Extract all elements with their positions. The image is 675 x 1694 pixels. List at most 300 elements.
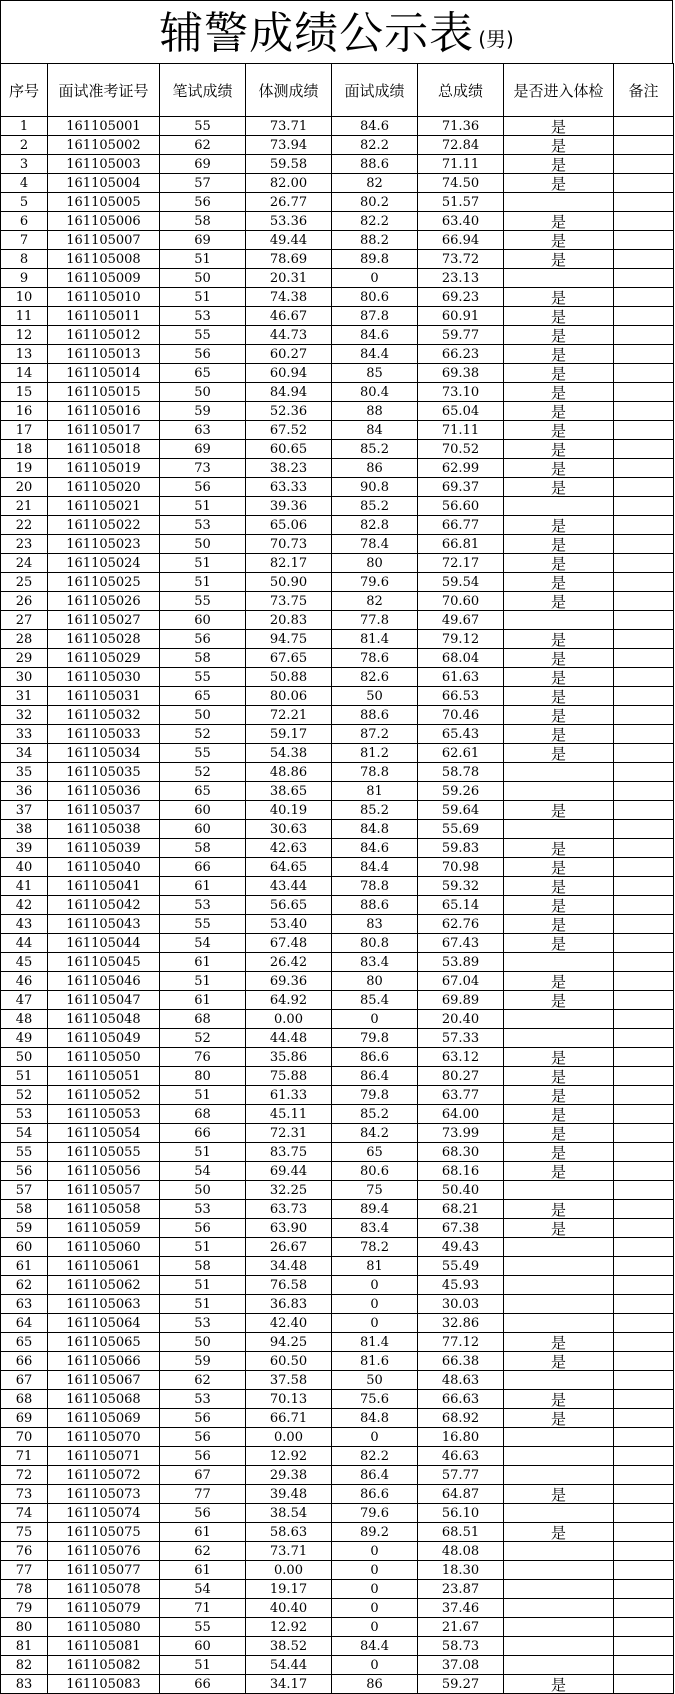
cell-total-score: 69.37 xyxy=(418,478,504,497)
cell-total-score: 66.81 xyxy=(418,535,504,554)
table-row xyxy=(1,402,674,421)
cell-written-score: 55 xyxy=(160,744,246,763)
cell-index: 79 xyxy=(1,1599,48,1618)
cell-fitness-score: 63.73 xyxy=(246,1200,332,1219)
cell-fitness-score: 44.73 xyxy=(246,326,332,345)
cell-medical-exam: 是 xyxy=(504,1143,614,1162)
cell-interview-score: 85.2 xyxy=(332,801,418,820)
cell-index: 82 xyxy=(1,1656,48,1675)
cell-index: 70 xyxy=(1,1428,48,1447)
cell-index: 9 xyxy=(1,269,48,288)
cell-ticket-number: 161105029 xyxy=(48,649,160,668)
cell-written-score: 61 xyxy=(160,953,246,972)
cell-fitness-score: 72.31 xyxy=(246,1124,332,1143)
cell-remarks xyxy=(614,1200,674,1219)
cell-written-score: 56 xyxy=(160,1219,246,1238)
cell-interview-score: 78.4 xyxy=(332,535,418,554)
cell-medical-exam: 是 xyxy=(504,877,614,896)
cell-remarks xyxy=(614,1542,674,1561)
cell-medical-exam xyxy=(504,763,614,782)
cell-ticket-number: 161105071 xyxy=(48,1447,160,1466)
cell-written-score: 51 xyxy=(160,1086,246,1105)
table-row xyxy=(1,1352,674,1371)
cell-remarks xyxy=(614,1276,674,1295)
table-row xyxy=(1,1675,674,1694)
cell-total-score: 61.63 xyxy=(418,668,504,687)
cell-ticket-number: 161105015 xyxy=(48,383,160,402)
cell-interview-score: 82.6 xyxy=(332,668,418,687)
cell-interview-score: 84 xyxy=(332,421,418,440)
cell-index: 18 xyxy=(1,440,48,459)
cell-interview-score: 50 xyxy=(332,687,418,706)
cell-medical-exam xyxy=(504,1314,614,1333)
cell-interview-score: 81 xyxy=(332,782,418,801)
cell-interview-score: 80.6 xyxy=(332,288,418,307)
cell-fitness-score: 42.63 xyxy=(246,839,332,858)
cell-medical-exam xyxy=(504,1276,614,1295)
cell-total-score: 55.69 xyxy=(418,820,504,839)
cell-remarks xyxy=(614,801,674,820)
cell-interview-score: 88 xyxy=(332,402,418,421)
cell-index: 66 xyxy=(1,1352,48,1371)
table-row xyxy=(1,782,674,801)
cell-index: 41 xyxy=(1,877,48,896)
cell-ticket-number: 161105005 xyxy=(48,193,160,212)
cell-written-score: 56 xyxy=(160,630,246,649)
cell-fitness-score: 53.36 xyxy=(246,212,332,231)
cell-interview-score: 86 xyxy=(332,1675,418,1694)
cell-written-score: 51 xyxy=(160,1295,246,1314)
table-row xyxy=(1,1257,674,1276)
cell-ticket-number: 161105067 xyxy=(48,1371,160,1390)
table-row xyxy=(1,668,674,687)
cell-interview-score: 0 xyxy=(332,1314,418,1333)
cell-ticket-number: 161105002 xyxy=(48,136,160,155)
cell-total-score: 32.86 xyxy=(418,1314,504,1333)
cell-medical-exam xyxy=(504,1466,614,1485)
cell-total-score: 45.93 xyxy=(418,1276,504,1295)
cell-remarks xyxy=(614,839,674,858)
cell-ticket-number: 161105049 xyxy=(48,1029,160,1048)
cell-interview-score: 89.2 xyxy=(332,1523,418,1542)
cell-medical-exam: 是 xyxy=(504,630,614,649)
cell-ticket-number: 161105064 xyxy=(48,1314,160,1333)
cell-fitness-score: 39.48 xyxy=(246,1485,332,1504)
cell-medical-exam: 是 xyxy=(504,421,614,440)
cell-medical-exam: 是 xyxy=(504,1124,614,1143)
cell-medical-exam: 是 xyxy=(504,307,614,326)
cell-medical-exam: 是 xyxy=(504,250,614,269)
cell-medical-exam xyxy=(504,782,614,801)
table-row xyxy=(1,763,674,782)
cell-ticket-number: 161105079 xyxy=(48,1599,160,1618)
cell-index: 69 xyxy=(1,1409,48,1428)
table-row xyxy=(1,136,674,155)
cell-remarks xyxy=(614,706,674,725)
cell-index: 40 xyxy=(1,858,48,877)
cell-medical-exam: 是 xyxy=(504,440,614,459)
cell-total-score: 16.80 xyxy=(418,1428,504,1447)
cell-written-score: 55 xyxy=(160,592,246,611)
cell-ticket-number: 161105025 xyxy=(48,573,160,592)
cell-written-score: 68 xyxy=(160,1010,246,1029)
cell-index: 55 xyxy=(1,1143,48,1162)
cell-fitness-score: 12.92 xyxy=(246,1447,332,1466)
table-row xyxy=(1,706,674,725)
table-row xyxy=(1,1333,674,1352)
cell-interview-score: 85.2 xyxy=(332,497,418,516)
cell-total-score: 68.30 xyxy=(418,1143,504,1162)
cell-remarks xyxy=(614,1029,674,1048)
cell-index: 83 xyxy=(1,1675,48,1694)
cell-total-score: 70.98 xyxy=(418,858,504,877)
cell-written-score: 66 xyxy=(160,1124,246,1143)
cell-fitness-score: 66.71 xyxy=(246,1409,332,1428)
cell-remarks xyxy=(614,896,674,915)
cell-index: 64 xyxy=(1,1314,48,1333)
cell-total-score: 77.12 xyxy=(418,1333,504,1352)
cell-index: 16 xyxy=(1,402,48,421)
cell-total-score: 50.40 xyxy=(418,1181,504,1200)
cell-total-score: 55.49 xyxy=(418,1257,504,1276)
cell-ticket-number: 161105027 xyxy=(48,611,160,630)
cell-ticket-number: 161105008 xyxy=(48,250,160,269)
cell-remarks xyxy=(614,1314,674,1333)
cell-remarks xyxy=(614,402,674,421)
cell-written-score: 51 xyxy=(160,573,246,592)
cell-fitness-score: 26.77 xyxy=(246,193,332,212)
cell-ticket-number: 161105058 xyxy=(48,1200,160,1219)
cell-medical-exam: 是 xyxy=(504,1675,614,1694)
cell-medical-exam xyxy=(504,1257,614,1276)
cell-remarks xyxy=(614,497,674,516)
cell-medical-exam xyxy=(504,1637,614,1656)
cell-written-score: 51 xyxy=(160,497,246,516)
cell-medical-exam: 是 xyxy=(504,706,614,725)
table-row xyxy=(1,1143,674,1162)
cell-medical-exam: 是 xyxy=(504,212,614,231)
cell-ticket-number: 161105060 xyxy=(48,1238,160,1257)
cell-index: 43 xyxy=(1,915,48,934)
cell-index: 29 xyxy=(1,649,48,668)
cell-written-score: 52 xyxy=(160,1029,246,1048)
cell-remarks xyxy=(614,1466,674,1485)
cell-index: 11 xyxy=(1,307,48,326)
table-row xyxy=(1,972,674,991)
cell-remarks xyxy=(614,592,674,611)
table-row xyxy=(1,554,674,573)
cell-medical-exam xyxy=(504,1504,614,1523)
cell-interview-score: 89.8 xyxy=(332,250,418,269)
cell-remarks xyxy=(614,1618,674,1637)
cell-medical-exam: 是 xyxy=(504,1067,614,1086)
cell-total-score: 79.12 xyxy=(418,630,504,649)
cell-written-score: 58 xyxy=(160,212,246,231)
table-row xyxy=(1,934,674,953)
cell-remarks xyxy=(614,459,674,478)
cell-written-score: 50 xyxy=(160,706,246,725)
cell-ticket-number: 161105019 xyxy=(48,459,160,478)
cell-medical-exam xyxy=(504,269,614,288)
cell-index: 77 xyxy=(1,1561,48,1580)
cell-interview-score: 79.6 xyxy=(332,573,418,592)
sheet-title xyxy=(0,0,673,63)
cell-index: 39 xyxy=(1,839,48,858)
cell-total-score: 66.77 xyxy=(418,516,504,535)
cell-medical-exam: 是 xyxy=(504,231,614,250)
cell-written-score: 51 xyxy=(160,1276,246,1295)
table-row xyxy=(1,1542,674,1561)
cell-remarks xyxy=(614,440,674,459)
cell-remarks xyxy=(614,991,674,1010)
table-row xyxy=(1,1504,674,1523)
cell-index: 30 xyxy=(1,668,48,687)
table-row xyxy=(1,421,674,440)
cell-fitness-score: 80.06 xyxy=(246,687,332,706)
cell-medical-exam: 是 xyxy=(504,516,614,535)
cell-ticket-number: 161105062 xyxy=(48,1276,160,1295)
cell-written-score: 58 xyxy=(160,1257,246,1276)
cell-medical-exam: 是 xyxy=(504,858,614,877)
cell-written-score: 59 xyxy=(160,1352,246,1371)
table-row xyxy=(1,1656,674,1675)
cell-fitness-score: 20.31 xyxy=(246,269,332,288)
cell-interview-score: 85 xyxy=(332,364,418,383)
table-row xyxy=(1,1561,674,1580)
cell-written-score: 52 xyxy=(160,725,246,744)
cell-medical-exam: 是 xyxy=(504,1333,614,1352)
cell-index: 8 xyxy=(1,250,48,269)
cell-remarks xyxy=(614,1219,674,1238)
cell-remarks xyxy=(614,1390,674,1409)
cell-fitness-score: 74.38 xyxy=(246,288,332,307)
cell-index: 21 xyxy=(1,497,48,516)
cell-total-score: 23.87 xyxy=(418,1580,504,1599)
cell-fitness-score: 59.58 xyxy=(246,155,332,174)
cell-written-score: 54 xyxy=(160,934,246,953)
cell-interview-score: 84.6 xyxy=(332,117,418,136)
cell-index: 56 xyxy=(1,1162,48,1181)
table-row xyxy=(1,649,674,668)
cell-index: 31 xyxy=(1,687,48,706)
cell-ticket-number: 161105036 xyxy=(48,782,160,801)
cell-interview-score: 50 xyxy=(332,1371,418,1390)
cell-medical-exam xyxy=(504,1542,614,1561)
cell-medical-exam xyxy=(504,1238,614,1257)
cell-ticket-number: 161105075 xyxy=(48,1523,160,1542)
cell-index: 54 xyxy=(1,1124,48,1143)
cell-medical-exam: 是 xyxy=(504,687,614,706)
cell-interview-score: 85.2 xyxy=(332,1105,418,1124)
cell-total-score: 74.50 xyxy=(418,174,504,193)
cell-total-score: 58.73 xyxy=(418,1637,504,1656)
cell-ticket-number: 161105047 xyxy=(48,991,160,1010)
cell-written-score: 80 xyxy=(160,1067,246,1086)
cell-written-score: 59 xyxy=(160,402,246,421)
cell-medical-exam: 是 xyxy=(504,288,614,307)
cell-ticket-number: 161105082 xyxy=(48,1656,160,1675)
table-row xyxy=(1,459,674,478)
cell-total-score: 37.46 xyxy=(418,1599,504,1618)
cell-remarks xyxy=(614,1428,674,1447)
cell-total-score: 37.08 xyxy=(418,1656,504,1675)
cell-interview-score: 83 xyxy=(332,915,418,934)
cell-interview-score: 0 xyxy=(332,1561,418,1580)
table-row xyxy=(1,1599,674,1618)
cell-written-score: 61 xyxy=(160,1523,246,1542)
cell-fitness-score: 70.13 xyxy=(246,1390,332,1409)
cell-total-score: 49.43 xyxy=(418,1238,504,1257)
cell-ticket-number: 161105009 xyxy=(48,269,160,288)
table-row xyxy=(1,478,674,497)
cell-written-score: 62 xyxy=(160,1542,246,1561)
cell-total-score: 64.00 xyxy=(418,1105,504,1124)
cell-ticket-number: 161105007 xyxy=(48,231,160,250)
cell-interview-score: 75.6 xyxy=(332,1390,418,1409)
cell-index: 73 xyxy=(1,1485,48,1504)
cell-index: 58 xyxy=(1,1200,48,1219)
cell-total-score: 70.52 xyxy=(418,440,504,459)
cell-medical-exam: 是 xyxy=(504,915,614,934)
cell-interview-score: 65 xyxy=(332,1143,418,1162)
cell-remarks xyxy=(614,1143,674,1162)
cell-interview-score: 86.4 xyxy=(332,1067,418,1086)
cell-ticket-number: 161105028 xyxy=(48,630,160,649)
cell-total-score: 73.99 xyxy=(418,1124,504,1143)
cell-ticket-number: 161105037 xyxy=(48,801,160,820)
cell-remarks xyxy=(614,307,674,326)
cell-remarks xyxy=(614,1124,674,1143)
table-row xyxy=(1,231,674,250)
cell-fitness-score: 94.75 xyxy=(246,630,332,649)
cell-ticket-number: 161105059 xyxy=(48,1219,160,1238)
table-row xyxy=(1,497,674,516)
cell-remarks xyxy=(614,516,674,535)
cell-interview-score: 78.8 xyxy=(332,877,418,896)
cell-written-score: 53 xyxy=(160,1390,246,1409)
cell-medical-exam: 是 xyxy=(504,573,614,592)
table-row xyxy=(1,345,674,364)
cell-medical-exam: 是 xyxy=(504,1523,614,1542)
cell-total-score: 67.38 xyxy=(418,1219,504,1238)
cell-total-score: 59.32 xyxy=(418,877,504,896)
cell-written-score: 50 xyxy=(160,383,246,402)
cell-fitness-score: 64.92 xyxy=(246,991,332,1010)
cell-index: 72 xyxy=(1,1466,48,1485)
cell-ticket-number: 161105057 xyxy=(48,1181,160,1200)
table-row xyxy=(1,269,674,288)
cell-remarks xyxy=(614,117,674,136)
cell-written-score: 55 xyxy=(160,668,246,687)
cell-interview-score: 81.4 xyxy=(332,1333,418,1352)
cell-written-score: 58 xyxy=(160,839,246,858)
cell-written-score: 69 xyxy=(160,231,246,250)
cell-ticket-number: 161105076 xyxy=(48,1542,160,1561)
cell-interview-score: 82.2 xyxy=(332,1447,418,1466)
cell-interview-score: 82.8 xyxy=(332,516,418,535)
cell-remarks xyxy=(614,1447,674,1466)
cell-interview-score: 78.2 xyxy=(332,1238,418,1257)
cell-written-score: 52 xyxy=(160,763,246,782)
header-index: 序号 xyxy=(1,64,48,117)
cell-medical-exam: 是 xyxy=(504,668,614,687)
cell-total-score: 63.77 xyxy=(418,1086,504,1105)
cell-written-score: 55 xyxy=(160,1618,246,1637)
cell-fitness-score: 69.36 xyxy=(246,972,332,991)
cell-index: 50 xyxy=(1,1048,48,1067)
table-row xyxy=(1,1295,674,1314)
cell-index: 75 xyxy=(1,1523,48,1542)
cell-remarks xyxy=(614,136,674,155)
cell-interview-score: 82.2 xyxy=(332,136,418,155)
cell-remarks xyxy=(614,1295,674,1314)
cell-written-score: 55 xyxy=(160,326,246,345)
cell-ticket-number: 161105040 xyxy=(48,858,160,877)
cell-index: 6 xyxy=(1,212,48,231)
cell-fitness-score: 26.42 xyxy=(246,953,332,972)
cell-written-score: 54 xyxy=(160,1580,246,1599)
cell-written-score: 51 xyxy=(160,972,246,991)
cell-index: 12 xyxy=(1,326,48,345)
table-row xyxy=(1,516,674,535)
cell-ticket-number: 161105031 xyxy=(48,687,160,706)
header-row xyxy=(1,64,674,117)
cell-remarks xyxy=(614,288,674,307)
cell-interview-score: 84.4 xyxy=(332,345,418,364)
cell-medical-exam xyxy=(504,1618,614,1637)
cell-index: 7 xyxy=(1,231,48,250)
cell-interview-score: 81 xyxy=(332,1257,418,1276)
cell-total-score: 73.10 xyxy=(418,383,504,402)
cell-total-score: 62.99 xyxy=(418,459,504,478)
cell-interview-score: 86.6 xyxy=(332,1485,418,1504)
table-row xyxy=(1,1580,674,1599)
cell-total-score: 30.03 xyxy=(418,1295,504,1314)
table-row xyxy=(1,1371,674,1390)
cell-fitness-score: 69.44 xyxy=(246,1162,332,1181)
cell-interview-score: 85.4 xyxy=(332,991,418,1010)
cell-written-score: 62 xyxy=(160,136,246,155)
cell-remarks xyxy=(614,1504,674,1523)
cell-fitness-score: 53.40 xyxy=(246,915,332,934)
cell-interview-score: 86.6 xyxy=(332,1048,418,1067)
cell-total-score: 59.27 xyxy=(418,1675,504,1694)
cell-medical-exam: 是 xyxy=(504,1200,614,1219)
cell-interview-score: 80 xyxy=(332,554,418,573)
cell-medical-exam: 是 xyxy=(504,1219,614,1238)
cell-index: 65 xyxy=(1,1333,48,1352)
cell-fitness-score: 45.11 xyxy=(246,1105,332,1124)
cell-index: 62 xyxy=(1,1276,48,1295)
cell-remarks xyxy=(614,1656,674,1675)
table-row xyxy=(1,1029,674,1048)
cell-fitness-score: 67.65 xyxy=(246,649,332,668)
cell-written-score: 50 xyxy=(160,1181,246,1200)
cell-interview-score: 77.8 xyxy=(332,611,418,630)
cell-remarks xyxy=(614,212,674,231)
cell-written-score: 53 xyxy=(160,1314,246,1333)
table-row xyxy=(1,1067,674,1086)
cell-interview-score: 0 xyxy=(332,269,418,288)
cell-total-score: 62.76 xyxy=(418,915,504,934)
cell-remarks xyxy=(614,725,674,744)
cell-ticket-number: 161105056 xyxy=(48,1162,160,1181)
cell-interview-score: 82 xyxy=(332,592,418,611)
cell-ticket-number: 161105081 xyxy=(48,1637,160,1656)
cell-index: 71 xyxy=(1,1447,48,1466)
cell-ticket-number: 161105061 xyxy=(48,1257,160,1276)
cell-written-score: 55 xyxy=(160,915,246,934)
